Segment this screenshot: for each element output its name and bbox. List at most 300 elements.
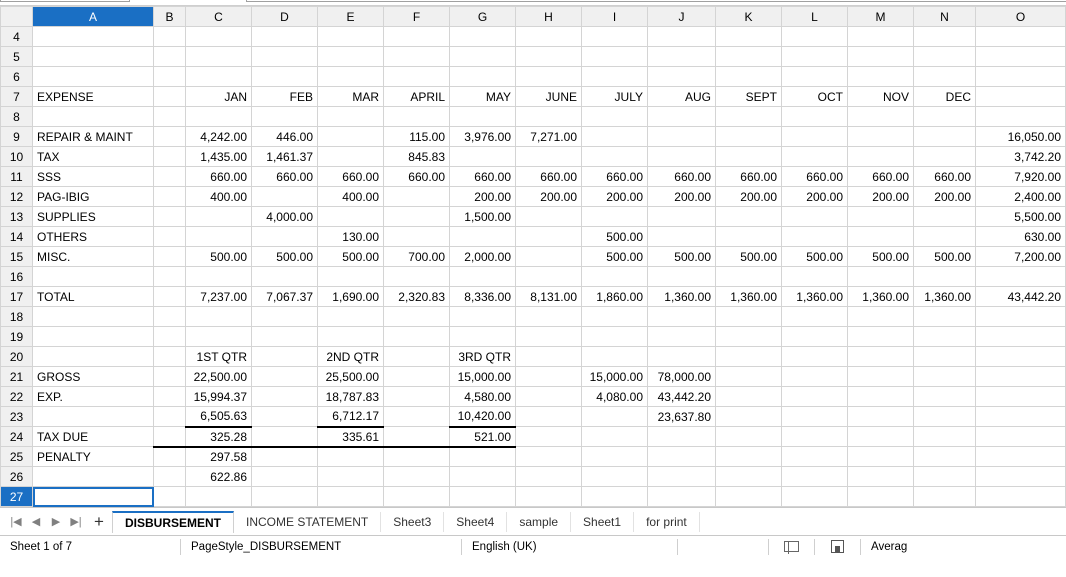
- cell-N27[interactable]: [914, 487, 976, 507]
- cell-E21[interactable]: 25,500.00: [318, 367, 384, 387]
- cell-D4[interactable]: [252, 27, 318, 47]
- cell-I19[interactable]: [582, 327, 648, 347]
- cell-J23[interactable]: 23,637.80: [648, 407, 716, 427]
- cell-L26[interactable]: [782, 467, 848, 487]
- cell-N5[interactable]: [914, 47, 976, 67]
- cell-K22[interactable]: [716, 387, 782, 407]
- cell-J20[interactable]: [648, 347, 716, 367]
- cell-E7[interactable]: MAR: [318, 87, 384, 107]
- cell-F23[interactable]: [384, 407, 450, 427]
- row-header-13[interactable]: 13: [1, 207, 33, 227]
- cell-D19[interactable]: [252, 327, 318, 347]
- cell-G24[interactable]: 521.00: [450, 427, 516, 447]
- cell-J19[interactable]: [648, 327, 716, 347]
- cell-E24[interactable]: 335.61: [318, 427, 384, 447]
- cell-D6[interactable]: [252, 67, 318, 87]
- cell-M15[interactable]: 500.00: [848, 247, 914, 267]
- cell-H15[interactable]: [516, 247, 582, 267]
- column-header-f[interactable]: F: [384, 7, 450, 27]
- cell-F8[interactable]: [384, 107, 450, 127]
- row-header-7[interactable]: 7: [1, 87, 33, 107]
- row-header-5[interactable]: 5: [1, 47, 33, 67]
- cell-J7[interactable]: AUG: [648, 87, 716, 107]
- cell-L10[interactable]: [782, 147, 848, 167]
- column-header-g[interactable]: G: [450, 7, 516, 27]
- cell-M8[interactable]: [848, 107, 914, 127]
- cell-J15[interactable]: 500.00: [648, 247, 716, 267]
- cell-I9[interactable]: [582, 127, 648, 147]
- cell-C18[interactable]: [186, 307, 252, 327]
- cell-L18[interactable]: [782, 307, 848, 327]
- cell-L20[interactable]: [782, 347, 848, 367]
- cell-L21[interactable]: [782, 367, 848, 387]
- row-header-9[interactable]: 9: [1, 127, 33, 147]
- cell-D5[interactable]: [252, 47, 318, 67]
- sheet-tab-bar[interactable]: [0, 507, 1066, 535]
- cell-B4[interactable]: [154, 27, 186, 47]
- cell-M20[interactable]: [848, 347, 914, 367]
- cell-K16[interactable]: [716, 267, 782, 287]
- cell-J17[interactable]: 1,360.00: [648, 287, 716, 307]
- cell-I23[interactable]: [582, 407, 648, 427]
- cell-E23[interactable]: 6,712.17: [318, 407, 384, 427]
- column-header-b[interactable]: B: [154, 7, 186, 27]
- cell-K27[interactable]: [716, 487, 782, 507]
- cell-A16[interactable]: [33, 267, 154, 287]
- cell-F27[interactable]: [384, 487, 450, 507]
- row-header-4[interactable]: 4: [1, 27, 33, 47]
- grid-row-14[interactable]: [1, 227, 1066, 247]
- cell-I8[interactable]: [582, 107, 648, 127]
- save-status-icon[interactable]: [815, 536, 860, 558]
- grid-row-8[interactable]: [1, 107, 1066, 127]
- row-header-27[interactable]: 27: [1, 487, 33, 507]
- cell-L12[interactable]: 200.00: [782, 187, 848, 207]
- cell-L17[interactable]: 1,360.00: [782, 287, 848, 307]
- row-header-22[interactable]: 22: [1, 387, 33, 407]
- cell-F10[interactable]: 845.83: [384, 147, 450, 167]
- row-header-20[interactable]: 20: [1, 347, 33, 367]
- cell-I16[interactable]: [582, 267, 648, 287]
- cell-K25[interactable]: [716, 447, 782, 467]
- cell-A4[interactable]: [33, 27, 154, 47]
- cell-K13[interactable]: [716, 207, 782, 227]
- cell-E20[interactable]: 2ND QTR: [318, 347, 384, 367]
- column-header-k[interactable]: K: [716, 7, 782, 27]
- cell-H8[interactable]: [516, 107, 582, 127]
- row-header-10[interactable]: 10: [1, 147, 33, 167]
- row-header-24[interactable]: 24: [1, 427, 33, 447]
- cell-O25[interactable]: [976, 447, 1066, 467]
- cell-J27[interactable]: [648, 487, 716, 507]
- cell-O16[interactable]: [976, 267, 1066, 287]
- prev-sheet-icon[interactable]: ◀: [31, 516, 41, 528]
- status-language[interactable]: English (UK): [472, 540, 537, 553]
- cell-B17[interactable]: [154, 287, 186, 307]
- cell-F24[interactable]: [384, 427, 450, 447]
- grid-row-27[interactable]: [1, 487, 1066, 507]
- cell-O23[interactable]: [976, 407, 1066, 427]
- column-header-d[interactable]: D: [252, 7, 318, 27]
- column-header-i[interactable]: I: [582, 7, 648, 27]
- cell-M14[interactable]: [848, 227, 914, 247]
- cell-F14[interactable]: [384, 227, 450, 247]
- cell-L9[interactable]: [782, 127, 848, 147]
- cell-L23[interactable]: [782, 407, 848, 427]
- cell-G10[interactable]: [450, 147, 516, 167]
- formula-input-line[interactable]: [246, 0, 1066, 2]
- cell-L27[interactable]: [782, 487, 848, 507]
- selection-mode-icon[interactable]: [769, 536, 814, 558]
- cell-B21[interactable]: [154, 367, 186, 387]
- grid-row-17[interactable]: [1, 287, 1066, 307]
- cell-F12[interactable]: [384, 187, 450, 207]
- sheet-tab-sheet1[interactable]: Sheet1: [571, 512, 634, 532]
- column-header-a[interactable]: A: [33, 7, 154, 27]
- cell-F21[interactable]: [384, 367, 450, 387]
- cell-G18[interactable]: [450, 307, 516, 327]
- cell-G9[interactable]: 3,976.00: [450, 127, 516, 147]
- grid-row-23[interactable]: [1, 407, 1066, 427]
- cell-M22[interactable]: [848, 387, 914, 407]
- cell-M9[interactable]: [848, 127, 914, 147]
- cell-I15[interactable]: 500.00: [582, 247, 648, 267]
- cell-F15[interactable]: 700.00: [384, 247, 450, 267]
- cell-L16[interactable]: [782, 267, 848, 287]
- row-header-23[interactable]: 23: [1, 407, 33, 427]
- cell-O15[interactable]: 7,200.00: [976, 247, 1066, 267]
- cell-E9[interactable]: [318, 127, 384, 147]
- cell-B19[interactable]: [154, 327, 186, 347]
- grid-row-18[interactable]: [1, 307, 1066, 327]
- grid-row-19[interactable]: [1, 327, 1066, 347]
- cell-N19[interactable]: [914, 327, 976, 347]
- cell-F19[interactable]: [384, 327, 450, 347]
- cell-C17[interactable]: 7,237.00: [186, 287, 252, 307]
- cell-E12[interactable]: 400.00: [318, 187, 384, 207]
- grid-row-15[interactable]: [1, 247, 1066, 267]
- cell-D25[interactable]: [252, 447, 318, 467]
- cell-C27[interactable]: [186, 487, 252, 507]
- cell-M26[interactable]: [848, 467, 914, 487]
- cell-K10[interactable]: [716, 147, 782, 167]
- cell-G14[interactable]: [450, 227, 516, 247]
- cell-D26[interactable]: [252, 467, 318, 487]
- cell-D17[interactable]: 7,067.37: [252, 287, 318, 307]
- cell-H9[interactable]: 7,271.00: [516, 127, 582, 147]
- cell-N16[interactable]: [914, 267, 976, 287]
- cell-K5[interactable]: [716, 47, 782, 67]
- cell-D20[interactable]: [252, 347, 318, 367]
- cell-M12[interactable]: 200.00: [848, 187, 914, 207]
- column-header-e[interactable]: E: [318, 7, 384, 27]
- cell-O20[interactable]: [976, 347, 1066, 367]
- cell-O10[interactable]: 3,742.20: [976, 147, 1066, 167]
- cell-M19[interactable]: [848, 327, 914, 347]
- cell-G8[interactable]: [450, 107, 516, 127]
- row-header-17[interactable]: 17: [1, 287, 33, 307]
- cell-L4[interactable]: [782, 27, 848, 47]
- cell-F22[interactable]: [384, 387, 450, 407]
- cell-B22[interactable]: [154, 387, 186, 407]
- cell-A19[interactable]: [33, 327, 154, 347]
- cell-F6[interactable]: [384, 67, 450, 87]
- cell-O14[interactable]: 630.00: [976, 227, 1066, 247]
- cell-B26[interactable]: [154, 467, 186, 487]
- cell-G7[interactable]: MAY: [450, 87, 516, 107]
- cell-N10[interactable]: [914, 147, 976, 167]
- grid-row-7[interactable]: [1, 87, 1066, 107]
- cell-L8[interactable]: [782, 107, 848, 127]
- cell-I25[interactable]: [582, 447, 648, 467]
- cell-J25[interactable]: [648, 447, 716, 467]
- status-insert-mode[interactable]: [678, 536, 768, 558]
- cell-N9[interactable]: [914, 127, 976, 147]
- cell-E5[interactable]: [318, 47, 384, 67]
- cell-M16[interactable]: [848, 267, 914, 287]
- cell-N7[interactable]: DEC: [914, 87, 976, 107]
- cell-I26[interactable]: [582, 467, 648, 487]
- cell-A21[interactable]: GROSS: [33, 367, 154, 387]
- cell-K23[interactable]: [716, 407, 782, 427]
- cell-K19[interactable]: [716, 327, 782, 347]
- cell-C6[interactable]: [186, 67, 252, 87]
- cell-A17[interactable]: TOTAL: [33, 287, 154, 307]
- cell-B12[interactable]: [154, 187, 186, 207]
- cell-I24[interactable]: [582, 427, 648, 447]
- cell-L25[interactable]: [782, 447, 848, 467]
- cell-G6[interactable]: [450, 67, 516, 87]
- cell-J12[interactable]: 200.00: [648, 187, 716, 207]
- cell-J14[interactable]: [648, 227, 716, 247]
- cell-H23[interactable]: [516, 407, 582, 427]
- grid-row-6[interactable]: [1, 67, 1066, 87]
- cell-O5[interactable]: [976, 47, 1066, 67]
- cell-N14[interactable]: [914, 227, 976, 247]
- cell-C25[interactable]: 297.58: [186, 447, 252, 467]
- cell-M4[interactable]: [848, 27, 914, 47]
- cell-A7[interactable]: EXPENSE: [33, 87, 154, 107]
- cell-L15[interactable]: 500.00: [782, 247, 848, 267]
- cell-E15[interactable]: 500.00: [318, 247, 384, 267]
- cell-L19[interactable]: [782, 327, 848, 347]
- add-sheet-button[interactable]: +: [94, 511, 104, 531]
- cell-C16[interactable]: [186, 267, 252, 287]
- cell-K9[interactable]: [716, 127, 782, 147]
- cell-F9[interactable]: 115.00: [384, 127, 450, 147]
- cell-A9[interactable]: REPAIR & MAINT: [33, 127, 154, 147]
- cell-B8[interactable]: [154, 107, 186, 127]
- cell-D12[interactable]: [252, 187, 318, 207]
- cell-K20[interactable]: [716, 347, 782, 367]
- cell-D16[interactable]: [252, 267, 318, 287]
- sheet-tab-for-print[interactable]: for print: [634, 512, 700, 532]
- column-header-n[interactable]: N: [914, 7, 976, 27]
- cell-H19[interactable]: [516, 327, 582, 347]
- cell-N23[interactable]: [914, 407, 976, 427]
- row-header-12[interactable]: 12: [1, 187, 33, 207]
- cell-C19[interactable]: [186, 327, 252, 347]
- cell-M25[interactable]: [848, 447, 914, 467]
- cell-N21[interactable]: [914, 367, 976, 387]
- cell-L13[interactable]: [782, 207, 848, 227]
- cell-L11[interactable]: 660.00: [782, 167, 848, 187]
- cell-J10[interactable]: [648, 147, 716, 167]
- grid-row-13[interactable]: [1, 207, 1066, 227]
- cell-E19[interactable]: [318, 327, 384, 347]
- cell-N24[interactable]: [914, 427, 976, 447]
- cell-L22[interactable]: [782, 387, 848, 407]
- cell-B9[interactable]: [154, 127, 186, 147]
- cell-N22[interactable]: [914, 387, 976, 407]
- cell-M24[interactable]: [848, 427, 914, 447]
- cell-O18[interactable]: [976, 307, 1066, 327]
- cell-I27[interactable]: [582, 487, 648, 507]
- spreadsheet-grid[interactable]: [0, 6, 1066, 507]
- last-sheet-icon[interactable]: ▶|: [70, 516, 82, 528]
- cell-B13[interactable]: [154, 207, 186, 227]
- cell-E4[interactable]: [318, 27, 384, 47]
- cell-F25[interactable]: [384, 447, 450, 467]
- cell-E6[interactable]: [318, 67, 384, 87]
- cell-K18[interactable]: [716, 307, 782, 327]
- cell-O24[interactable]: [976, 427, 1066, 447]
- cell-O12[interactable]: 2,400.00: [976, 187, 1066, 207]
- cell-C21[interactable]: 22,500.00: [186, 367, 252, 387]
- row-header-6[interactable]: 6: [1, 67, 33, 87]
- column-header-o[interactable]: O: [976, 7, 1066, 27]
- grid-row-22[interactable]: [1, 387, 1066, 407]
- cell-J24[interactable]: [648, 427, 716, 447]
- cell-C20[interactable]: 1ST QTR: [186, 347, 252, 367]
- row-header-15[interactable]: 15: [1, 247, 33, 267]
- cell-K6[interactable]: [716, 67, 782, 87]
- next-sheet-icon[interactable]: ▶: [51, 516, 61, 528]
- cell-K14[interactable]: [716, 227, 782, 247]
- cell-C12[interactable]: 400.00: [186, 187, 252, 207]
- cell-H20[interactable]: [516, 347, 582, 367]
- grid-row-16[interactable]: [1, 267, 1066, 287]
- cell-D22[interactable]: [252, 387, 318, 407]
- cell-M18[interactable]: [848, 307, 914, 327]
- cell-A6[interactable]: [33, 67, 154, 87]
- cell-N18[interactable]: [914, 307, 976, 327]
- cell-C13[interactable]: [186, 207, 252, 227]
- grid-row-12[interactable]: [1, 187, 1066, 207]
- cell-O26[interactable]: [976, 467, 1066, 487]
- column-header-l[interactable]: L: [782, 7, 848, 27]
- cell-B11[interactable]: [154, 167, 186, 187]
- cell-O6[interactable]: [976, 67, 1066, 87]
- cell-D15[interactable]: 500.00: [252, 247, 318, 267]
- cell-J8[interactable]: [648, 107, 716, 127]
- status-page-style[interactable]: PageStyle_DISBURSEMENT: [191, 540, 342, 553]
- cell-K26[interactable]: [716, 467, 782, 487]
- row-header-21[interactable]: 21: [1, 367, 33, 387]
- cell-N15[interactable]: 500.00: [914, 247, 976, 267]
- cell-F20[interactable]: [384, 347, 450, 367]
- cell-N12[interactable]: 200.00: [914, 187, 976, 207]
- row-header-25[interactable]: 25: [1, 447, 33, 467]
- cell-O4[interactable]: [976, 27, 1066, 47]
- cell-M21[interactable]: [848, 367, 914, 387]
- cell-J13[interactable]: [648, 207, 716, 227]
- cell-A5[interactable]: [33, 47, 154, 67]
- cell-G15[interactable]: 2,000.00: [450, 247, 516, 267]
- cell-G13[interactable]: 1,500.00: [450, 207, 516, 227]
- row-header-8[interactable]: 8: [1, 107, 33, 127]
- cell-C11[interactable]: 660.00: [186, 167, 252, 187]
- row-header-18[interactable]: 18: [1, 307, 33, 327]
- cell-I6[interactable]: [582, 67, 648, 87]
- cell-M5[interactable]: [848, 47, 914, 67]
- cell-F7[interactable]: APRIL: [384, 87, 450, 107]
- cell-J9[interactable]: [648, 127, 716, 147]
- cell-M7[interactable]: NOV: [848, 87, 914, 107]
- column-headers[interactable]: [1, 7, 1066, 27]
- cell-K24[interactable]: [716, 427, 782, 447]
- cell-A24[interactable]: TAX DUE: [33, 427, 154, 447]
- cell-A10[interactable]: TAX: [33, 147, 154, 167]
- cell-D23[interactable]: [252, 407, 318, 427]
- cell-O7[interactable]: [976, 87, 1066, 107]
- cell-C14[interactable]: [186, 227, 252, 247]
- sheet-tab-sheet4[interactable]: Sheet4: [444, 512, 507, 532]
- sheet-tab-sample[interactable]: sample: [507, 512, 571, 532]
- cell-B25[interactable]: [154, 447, 186, 467]
- grid-row-9[interactable]: [1, 127, 1066, 147]
- cell-D27[interactable]: [252, 487, 318, 507]
- cell-J16[interactable]: [648, 267, 716, 287]
- column-header-j[interactable]: J: [648, 7, 716, 27]
- cell-D9[interactable]: 446.00: [252, 127, 318, 147]
- sheet-tab-disbursement[interactable]: DISBURSEMENT: [112, 511, 234, 533]
- cell-C9[interactable]: 4,242.00: [186, 127, 252, 147]
- sheet-tab-sheet3[interactable]: Sheet3: [381, 512, 444, 532]
- cell-D7[interactable]: FEB: [252, 87, 318, 107]
- cell-C4[interactable]: [186, 27, 252, 47]
- cell-J26[interactable]: [648, 467, 716, 487]
- cell-F17[interactable]: 2,320.83: [384, 287, 450, 307]
- cell-E27[interactable]: [318, 487, 384, 507]
- cell-M6[interactable]: [848, 67, 914, 87]
- cell-B20[interactable]: [154, 347, 186, 367]
- cell-N4[interactable]: [914, 27, 976, 47]
- name-box[interactable]: [0, 0, 130, 2]
- cell-A12[interactable]: PAG-IBIG: [33, 187, 154, 207]
- cell-N13[interactable]: [914, 207, 976, 227]
- cell-J21[interactable]: 78,000.00: [648, 367, 716, 387]
- grid-row-24[interactable]: [1, 427, 1066, 447]
- cell-H17[interactable]: 8,131.00: [516, 287, 582, 307]
- cell-N17[interactable]: 1,360.00: [914, 287, 976, 307]
- cell-L24[interactable]: [782, 427, 848, 447]
- grid-row-21[interactable]: [1, 367, 1066, 387]
- cell-H5[interactable]: [516, 47, 582, 67]
- cell-G12[interactable]: 200.00: [450, 187, 516, 207]
- cell-A22[interactable]: EXP.: [33, 387, 154, 407]
- cell-F18[interactable]: [384, 307, 450, 327]
- cell-G20[interactable]: 3RD QTR: [450, 347, 516, 367]
- cell-B24[interactable]: [154, 427, 186, 447]
- cell-J11[interactable]: 660.00: [648, 167, 716, 187]
- cell-H24[interactable]: [516, 427, 582, 447]
- cell-F5[interactable]: [384, 47, 450, 67]
- cell-K8[interactable]: [716, 107, 782, 127]
- grid-row-10[interactable]: [1, 147, 1066, 167]
- cell-N6[interactable]: [914, 67, 976, 87]
- row-header-16[interactable]: 16: [1, 267, 33, 287]
